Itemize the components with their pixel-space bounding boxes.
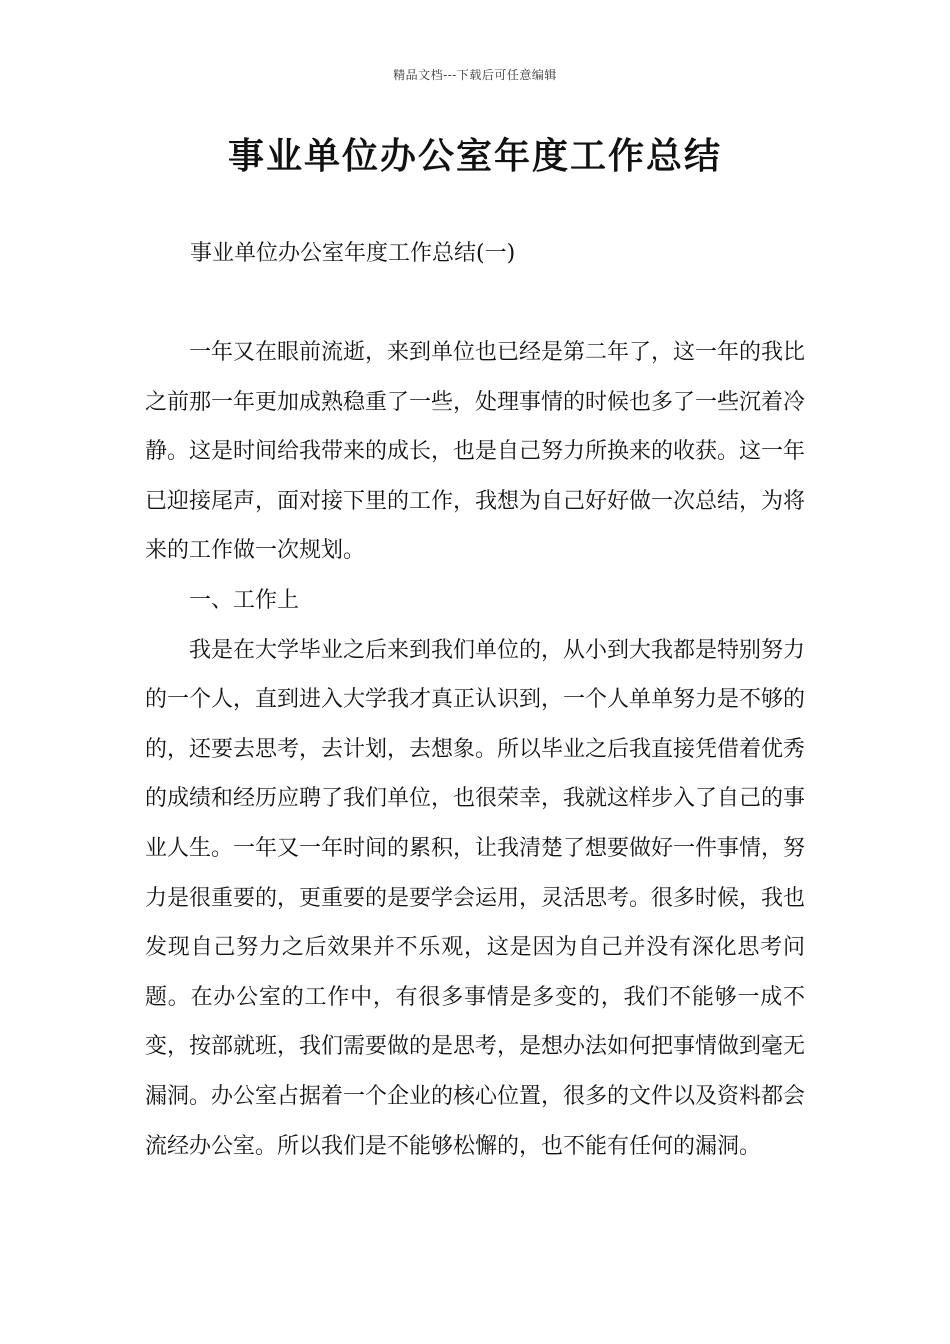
- document-subtitle: 事业单位办公室年度工作总结(一): [190, 241, 516, 266]
- document-body: [145, 328, 805, 1171]
- paragraph-intro: 一年又在眼前流逝，来到单位也已经是第二年了，这一年的我比之前那一年更加成熟稳重了一些，处理事情的时候也多了一些沉着冷静。这是时间给我带来的成长，也是自己努力所换来的收获。这一年已迎接尾声，面对接下里的工作，我想为自己好好做一次总结，为将来的工作做一次规划。: [145, 340, 806, 564]
- document-title: 事业单位办公室年度工作总结: [227, 135, 722, 177]
- header-note: 精品文档---下载后可任意编辑: [393, 68, 557, 82]
- paragraph-work: 我是在大学毕业之后来到我们单位的，从小到大我都是特别努力的一个人，直到进入大学我才真正认识到，一个人单单努力是不够的的，还要去思考，去计划，去想象。所以毕业之后我直接凭借着优秀的成绩和经历应聘了我们单位，也很荣幸，我就这样步入了自己的事业人生。一年又一年时间的累积，让我清楚了想要做好一件事情，努力是很重要的，更重要的是要学会运用，灵活思考。很多时候，我也发现自己努力之后效果并不乐观，这是因为自己并没有深化思考问题。在办公室的工作中，有很多事情是多变的，我们不能够一成不变，按部就班，我们需要做的是思考，是想办法如何把事情做到毫无漏洞。办公室占据着一个企业的核心位置，很多的文件以及资料都会流经办公室。所以我们是不能够松懈的，也不能有任何的漏洞。: [145, 637, 806, 1159]
- section-heading-work: 一、工作上: [189, 587, 300, 613]
